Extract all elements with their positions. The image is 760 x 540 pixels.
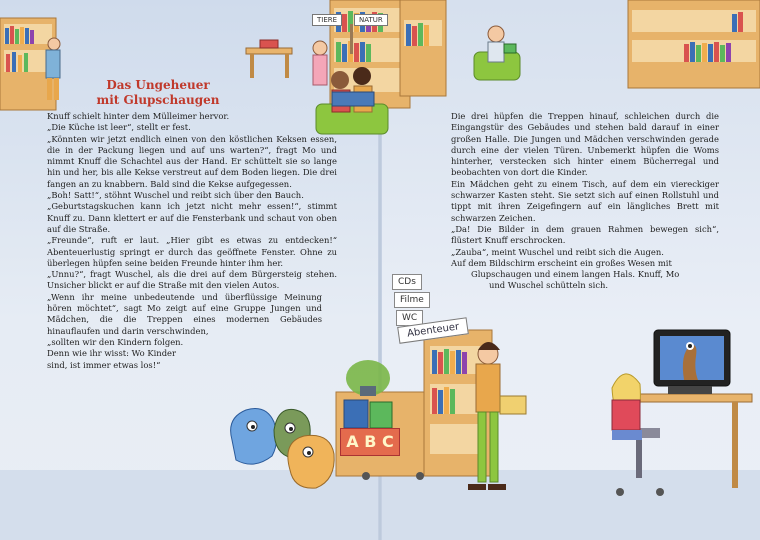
paragraph: sind, ist immer etwas los!“ [47, 359, 161, 370]
left-text-column [47, 111, 337, 371]
paragraph: Knuff schielt hinter dem Mülleimer hervor. [47, 111, 230, 121]
sign-natur: NATUR [354, 14, 388, 26]
paragraph: „Da! Die Bilder in dem grauen Rahmen bewegen sich“, flüstert Knuff erschrocken. [451, 223, 719, 246]
small-table [246, 40, 292, 78]
paragraph: Die drei hüpfen die Treppen hinauf, schleichen durch die Eingangstür des Gebäudes und stehen bald darauf in einer großen Halle. Die Jungen und Mädchen verschwinden gerade durch eine der vielen Türen. Unbemerkt hüpfen die Woms hinterher, verstecken sich hinter einem Bücherregal und beobachten von dort die Kinder. [451, 111, 719, 178]
paragraph: „Unnu?“, fragt Wuschel, als die drei auf dem Bürgersteig stehen. Unsicher blickt er auf die Straße mit den vielen Autos. [47, 269, 337, 291]
sign-cds: CDs [392, 274, 422, 290]
paragraph: „Die Küche ist leer“, stellt er fest. [47, 122, 191, 133]
chapter-title [96, 78, 220, 108]
right-text-column [451, 111, 719, 292]
paragraph: „sollten wir den Kindern folgen. [47, 336, 184, 347]
paragraph: Denn wie ihr wisst: Wo Kinder [47, 348, 177, 359]
paragraph: „Könnten wir jetzt endlich einen von den köstlichen Keksen essen, die in der Packung liegen und auf uns warten?“, fragt Mo und nimmt Knuff die Schachtel aus der Hand. Er schüttelt sie so lange hin und her, bis alle Kekse verstreut auf dem Boden liegen. Die drei fangen an zu knabbern. Bald sind die Kekse aufgegessen. [47, 133, 337, 189]
chapter-title-line2: mit Glupschaugen [96, 93, 220, 107]
paragraph: „Zauba“, meint Wuschel und reibt sich die Augen. [451, 246, 664, 257]
paragraph: Glupschaugen und einem langen Hals. Knuff, Mo [471, 269, 680, 280]
girl-at-computer [612, 374, 642, 440]
book-rack [336, 330, 492, 480]
sign-wc: WC [396, 310, 423, 326]
paragraph: „Freunde“, ruft er laut. „Hier gibt es etwas zu entdecken!“ Abenteuerlustig springt er durch das geöffnete Fenster. Ohne zu überlegen hüpfen seine beiden Freunde hinter ihm her. [47, 235, 337, 268]
sign-abenteuer: Abenteuer [397, 317, 469, 344]
paragraph: „Boh! Satt!“, stöhnt Wuschel und reibt sich über den Bauch. [47, 190, 304, 201]
woms-monsters [231, 409, 335, 489]
paragraph: und Wuschel schütteln sich. [489, 280, 609, 291]
sign-tiere: TIERE [312, 14, 342, 26]
top-right-bookshelf [628, 0, 760, 88]
boy-on-pouf [474, 26, 520, 80]
paragraph: Ein Mädchen geht zu einem Tisch, auf dem ein viereckiger schwarzer Kasten steht. Sie setzt sich auf einen Rollstuhl und tippt mit ihren Zeigefingern auf ein längliches Brett mit schwarzen Zeichen. [451, 178, 719, 223]
abc-box: A B C [340, 428, 400, 456]
chapter-title-line1: Das Ungeheuer [106, 78, 210, 92]
paragraph: Auf dem Bildschirm erscheint ein großes Wesen mit [451, 257, 672, 268]
sign-filme: Filme [394, 292, 430, 308]
paragraph: „Wenn ihr meine unbedeutende und überflüssige Meinung hören möchtet“, sagt Mo zeigt auf eine Gruppe Jungen und Mädchen, die die Treppen eines modernen Gebäudes hinauflaufen und darin verschwinden, [47, 291, 322, 336]
paragraph: „Geburtstagskuchen kann ich jetzt nicht mehr essen!“, stimmt Knuff zu. Dann klettert er auf die Fensterbank und schaut von oben auf die Straße. [47, 201, 337, 234]
signpost-pole [350, 24, 353, 54]
